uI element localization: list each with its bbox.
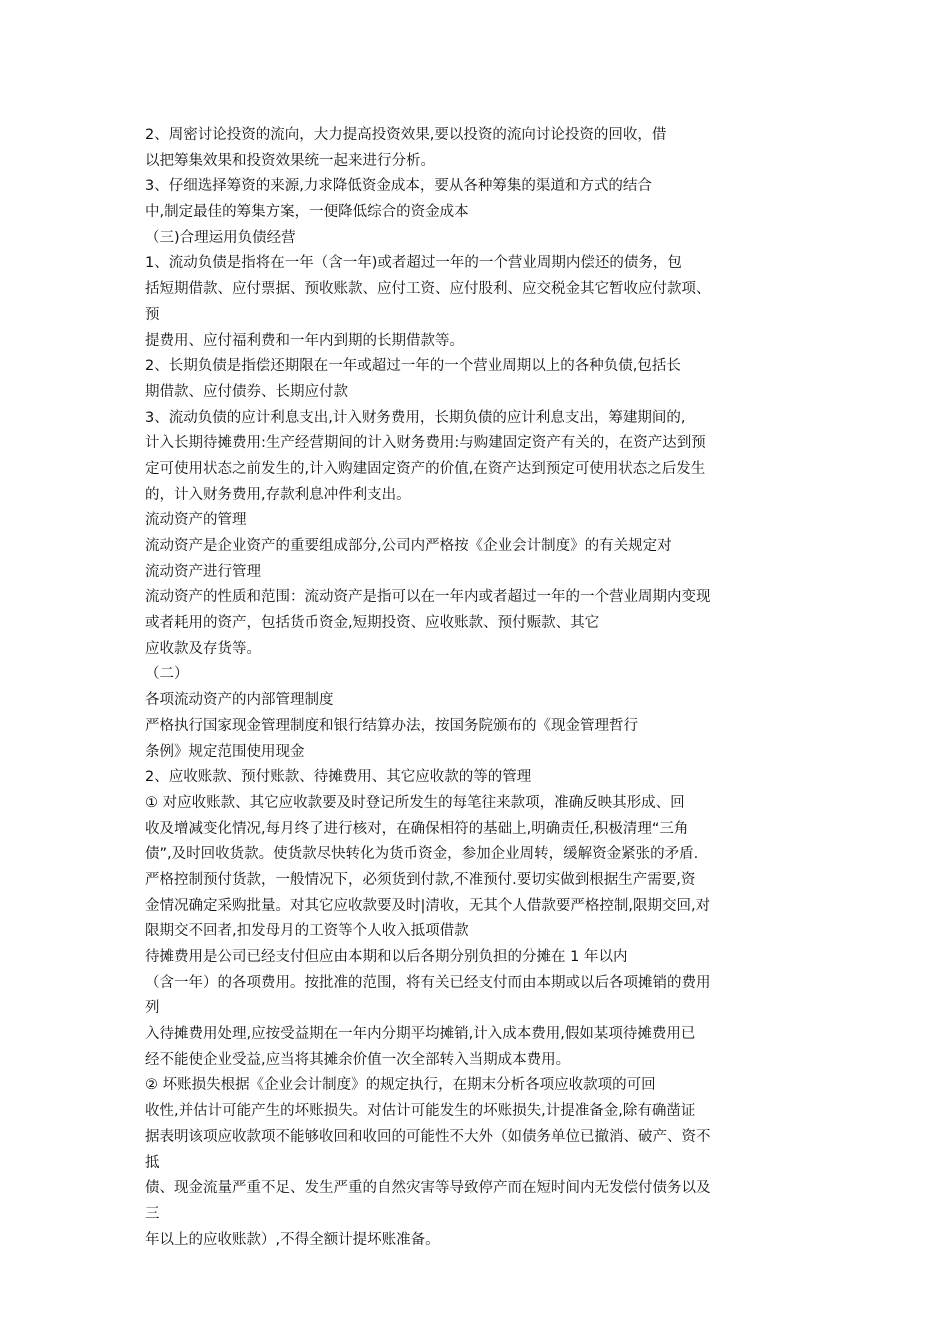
text-line: 以把筹集效果和投资效果统一起来进行分析。 bbox=[145, 152, 435, 169]
text-line: 流动资产是企业资产的重要组成部分,公司内严格按《企业会计制度》的有关规定对 bbox=[145, 538, 672, 554]
text-line: 三 bbox=[145, 1205, 160, 1222]
text-line: 年以上的应收账款）,不得全额计提坏账准备。 bbox=[145, 1231, 440, 1248]
text-line: 经不能使企业受益,应当将其摊余价值一次全部转入当期成本费用。 bbox=[145, 1051, 571, 1068]
text-line: 的，计入财务费用,存款利息冲件利支出。 bbox=[145, 486, 411, 503]
text-line: ② 坏账损失根据《企业会计制度》的规定执行，在期末分析各项应收款项的可回 bbox=[145, 1077, 656, 1094]
document-body bbox=[145, 123, 815, 1253]
text-line: 收性,并估计可能产生的坏账损失。对估计可能发生的坏账损失,计提准备金,除有确凿证 bbox=[145, 1103, 696, 1120]
text-line: 收及增减变化情况,每月终了进行核对，在确保相符的基础上,明确责任,积极清理“三角 bbox=[145, 820, 689, 837]
text-line: 或者耗用的资产，包括货币资金,短期投资、应收账款、预付赈款、其它 bbox=[145, 615, 600, 632]
text-line: 提费用、应付福利费和一年内到期的长期借款等。 bbox=[145, 332, 464, 349]
text-line: 抵 bbox=[145, 1154, 160, 1171]
text-line: 中,制定最佳的筹集方案，一便降低综合的资金成本 bbox=[145, 204, 469, 221]
text-line: 流动资产的性质和范围：流动资产是指可以在一年内或者超过一年的一个营业周期内变现 bbox=[145, 589, 711, 606]
text-line: 列 bbox=[145, 1000, 160, 1017]
text-line: 应收款及存货等。 bbox=[145, 640, 261, 657]
text-line: 债”,及时回收货款。使货款尽快转化为货币资金，参加企业周转，缓解资金紧张的矛盾. bbox=[145, 846, 699, 863]
section-heading: 流动资产的管理 bbox=[145, 512, 247, 529]
text-line: 入待摊费用处理,应按受益期在一年内分期平均摊销,计入成本费用,假如某项待摊费用已 bbox=[145, 1026, 696, 1043]
text-line: 条例》规定范围使用现金 bbox=[145, 743, 305, 760]
text-line: 预 bbox=[145, 306, 160, 323]
text-line: 括短期借款、应付票据、预收账款、应付工资、应付股利、应交税金其它暂收应付款项、 bbox=[145, 281, 711, 298]
text-line: 流动资产进行管理 bbox=[145, 563, 261, 580]
text-line: 债、现金流量严重不足、发生严重的自然灾害等导致停产而在短时间内无发偿付债务以及 bbox=[145, 1180, 711, 1197]
text-line: 定可使用状态之前发生的,计入购建固定资产的价值,在资产达到预定可使用状态之后发生 bbox=[145, 460, 706, 477]
text-line: 金情况确定采购批量。对其它应收款要及时|清收，无其个人借款要严格控制,限期交回,对 bbox=[145, 897, 711, 914]
text-line: 期借款、应付债券、长期应付款 bbox=[145, 383, 348, 400]
text-line: 严格执行国家现金管理制度和银行结算办法，按国务院颁布的《现金管理哲行 bbox=[145, 717, 638, 734]
text-line: 严格控制预付货款，一般情况下，必须货到付款,不准预付.要切实做到根据生产需要,资 bbox=[145, 871, 696, 888]
text-line: 1、流动负债是指将在一年（含一年)或者超过一年的一个营业周期内偿还的债务，包 bbox=[145, 255, 682, 272]
section-heading: 各项流动资产的内部管理制度 bbox=[145, 692, 334, 709]
text-line: 2、周密讨论投资的流向，大力提高投资效果,要以投资的流向讨论投资的回收，借 bbox=[145, 127, 667, 143]
text-line: 据表明该项应收款项不能够收回和收回的可能性不大外（如债务单位已撤消、破产、资不 bbox=[145, 1128, 711, 1145]
text-line: 计入长期待摊费用:生产经营期间的计入财务费用:与购建固定资产有关的，在资产达到预 bbox=[145, 435, 706, 452]
section-heading: （二） bbox=[145, 666, 189, 683]
text-line: （含一年）的各项费用。按批准的范围，将有关已经支付而由本期或以后各项摊销的费用 bbox=[145, 974, 711, 991]
text-line: 3、流动负债的应计利息支出,计入财务费用，长期负债的应计利息支出，筹建期间的, bbox=[145, 409, 686, 426]
text-line: 3、仔细选择筹资的来源,力求降低资金成本，要从各种筹集的渠道和方式的结合 bbox=[145, 178, 652, 195]
text-line: 待摊费用是公司已经支付但应由本期和以后各期分别负担的分摊在 1 年以内 bbox=[145, 949, 628, 965]
text-line: ① 对应收账款、其它应收款要及时登记所发生的每笔往来款项，准确反映其形成、回 bbox=[145, 794, 685, 811]
text-line: 2、长期负债是指偿还期限在一年或超过一年的一个营业周期以上的各种负债,包括长 bbox=[145, 358, 681, 375]
text-line: 2、应收账款、预付账款、待摊费用、其它应收款的等的管理 bbox=[145, 769, 532, 786]
section-heading: （三)合理运用负债经营 bbox=[145, 229, 296, 246]
text-line: 限期交不回者,扣发母月的工资等个人收入抵项借款 bbox=[145, 923, 469, 940]
